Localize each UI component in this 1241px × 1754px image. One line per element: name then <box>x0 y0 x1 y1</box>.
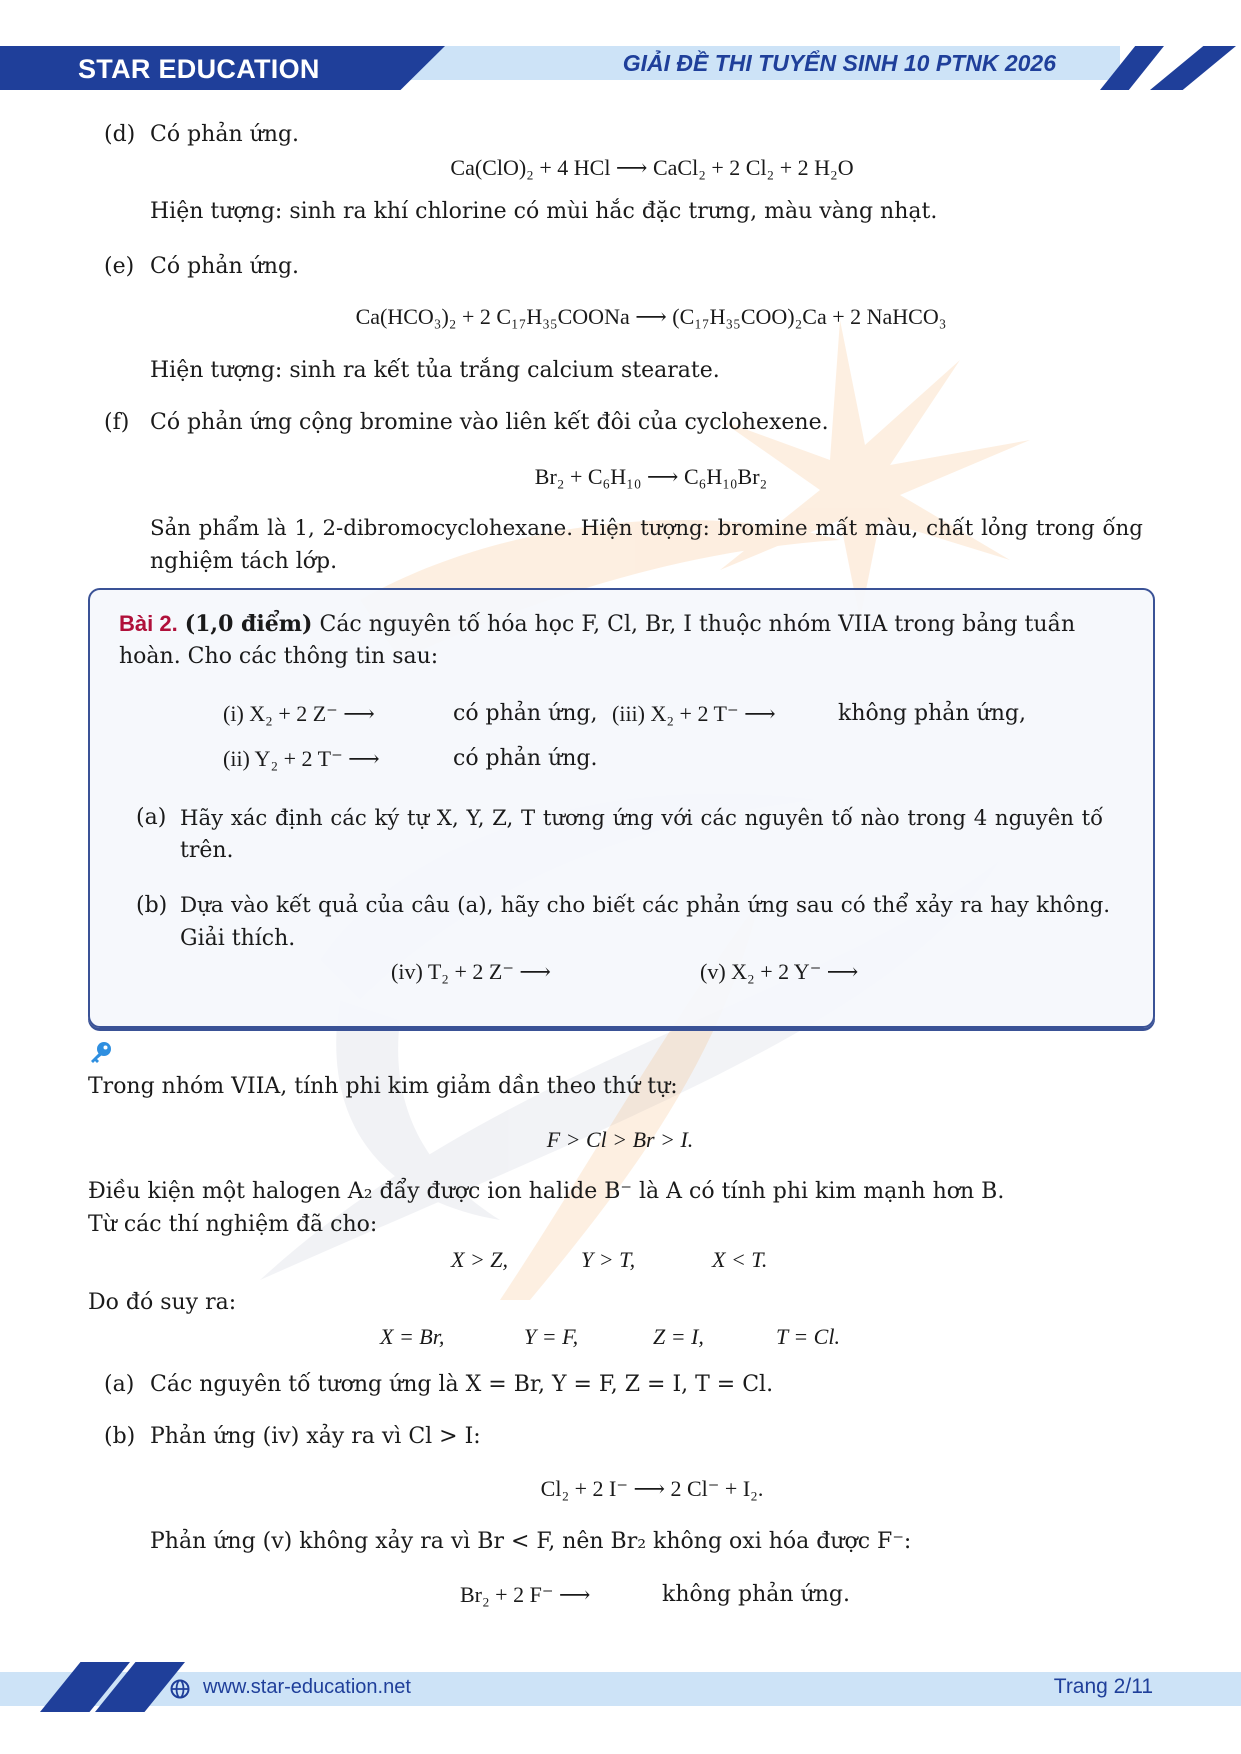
globe-icon <box>170 1679 190 1699</box>
page-footer <box>0 1672 1241 1706</box>
problem-intro-line2: hoàn. Cho các thông tin sau: <box>119 644 439 669</box>
part-f-line1: Sản phẩm là 1, 2-dibromocyclohexane. Hiện tượng: bromine mất màu, chất lỏng trong ống <box>150 516 1143 541</box>
relation-3: X < T. <box>712 1247 768 1272</box>
answer-b: Phản ứng (iv) xảy ra vì Cl > I: <box>150 1424 481 1449</box>
reaction-ii: (ii) Y₂ + 2 T⁻ ⟶ <box>223 746 380 771</box>
page-number: Trang 2/11 <box>1053 1675 1153 1698</box>
part-e-text: Có phản ứng. <box>150 254 300 279</box>
equation-v: Br₂ + 2 F⁻ ⟶ <box>460 1582 591 1607</box>
identity-4: T = Cl. <box>776 1324 840 1349</box>
solution-line3: Từ các thí nghiệm đã cho: <box>88 1212 378 1237</box>
part-d-label: (d) <box>104 122 136 147</box>
result-i: có phản ứng, <box>453 701 598 726</box>
part-d-text: Có phản ứng. <box>150 122 300 147</box>
result-ii: có phản ứng. <box>453 746 598 771</box>
answer-a-label: (a) <box>104 1372 135 1397</box>
header-stripe-2 <box>1150 46 1236 90</box>
identity-2: Y = F, <box>524 1324 579 1349</box>
question-a-line2: trên. <box>180 838 234 863</box>
question-b-line1: Dựa vào kết quả của câu (a), hãy cho biết các phản ứng sau có thể xảy ra hay không. <box>180 893 1111 918</box>
problem-points: (1,0 điểm) <box>184 611 313 637</box>
relation-2: Y > T, <box>581 1247 636 1272</box>
reaction-v: (v) X₂ + 2 Y⁻ ⟶ <box>700 959 859 984</box>
problem-title: Bài 2. <box>119 611 178 636</box>
reaction-iii: (iii) X₂ + 2 T⁻ ⟶ <box>612 701 776 726</box>
part-f-line2: nghiệm tách lớp. <box>150 549 338 574</box>
part-e-equation: Ca(HCO₃)₂ + 2 C₁₇H₃₅COONa ⟶ (C₁₇H₃₅COO)₂Ca + 2 NaHCO₃ <box>355 304 947 329</box>
answer-b2: Phản ứng (v) không xảy ra vì Br < F, nên Br₂ không oxi hóa được F⁻: <box>150 1529 912 1554</box>
answer-a: Các nguyên tố tương ứng là X = Br, Y = F, Z = I, T = Cl. <box>150 1372 774 1397</box>
part-d-phenomenon: Hiện tượng: sinh ra khí chlorine có mùi hắc đặc trưng, màu vàng nhạt. <box>150 199 938 224</box>
part-e-label: (e) <box>104 254 135 279</box>
page-header <box>0 46 1241 90</box>
question-a-label: (a) <box>136 805 167 830</box>
part-d-equation: Ca(ClO)₂ + 4 HCl ⟶ CaCl₂ + 2 Cl₂ + 2 H₂O <box>450 155 854 180</box>
website-link[interactable]: www.star-education.net <box>203 1676 411 1698</box>
part-e-phenomenon: Hiện tượng: sinh ra kết tủa trắng calcium stearate. <box>150 358 720 383</box>
exam-title: GIẢI ĐỀ THI TUYỂN SINH 10 PTNK 2026 <box>622 50 1056 76</box>
reaction-iv: (iv) T₂ + 2 Z⁻ ⟶ <box>391 959 551 984</box>
problem-intro <box>119 607 1075 641</box>
brand-name: STAR EDUCATION <box>78 54 320 84</box>
solution-line4: Do đó suy ra: <box>88 1290 237 1315</box>
answer-b-label: (b) <box>104 1424 136 1449</box>
solution-line2: Điều kiện một halogen A₂ đẩy được ion halide B⁻ là A có tính phi kim mạnh hơn B. <box>88 1179 1005 1204</box>
equation-v-result: không phản ứng. <box>662 1582 850 1607</box>
key-icon <box>88 1040 114 1066</box>
relation-1: X > Z, <box>451 1247 509 1272</box>
result-iii: không phản ứng, <box>838 701 1026 726</box>
problem-intro-text: Các nguyên tố hóa học F, Cl, Br, I thuộc nhóm VIIA trong bảng tuần <box>319 612 1076 637</box>
part-f-equation: Br₂ + C₆H₁₀ ⟶ C₆H₁₀Br₂ <box>534 464 768 489</box>
identity-1: X = Br, <box>380 1324 445 1349</box>
solution-line1: Trong nhóm VIIA, tính phi kim giảm dần theo thứ tự: <box>88 1074 678 1099</box>
part-f-label: (f) <box>104 410 130 435</box>
question-b-line2: Giải thích. <box>180 926 296 951</box>
question-b-label: (b) <box>136 893 168 918</box>
part-f-text: Có phản ứng cộng bromine vào liên kết đôi của cyclohexene. <box>150 410 829 435</box>
equation-iv: Cl₂ + 2 I⁻ ⟶ 2 Cl⁻ + I₂. <box>540 1476 764 1501</box>
identity-3: Z = I, <box>653 1324 704 1349</box>
reaction-i: (i) X₂ + 2 Z⁻ ⟶ <box>223 701 375 726</box>
solution-order: F > Cl > Br > I. <box>546 1127 694 1152</box>
question-a-line1: Hãy xác định các ký tự X, Y, Z, T tương ứng với các nguyên tố nào trong 4 nguyên tố <box>180 805 1104 830</box>
